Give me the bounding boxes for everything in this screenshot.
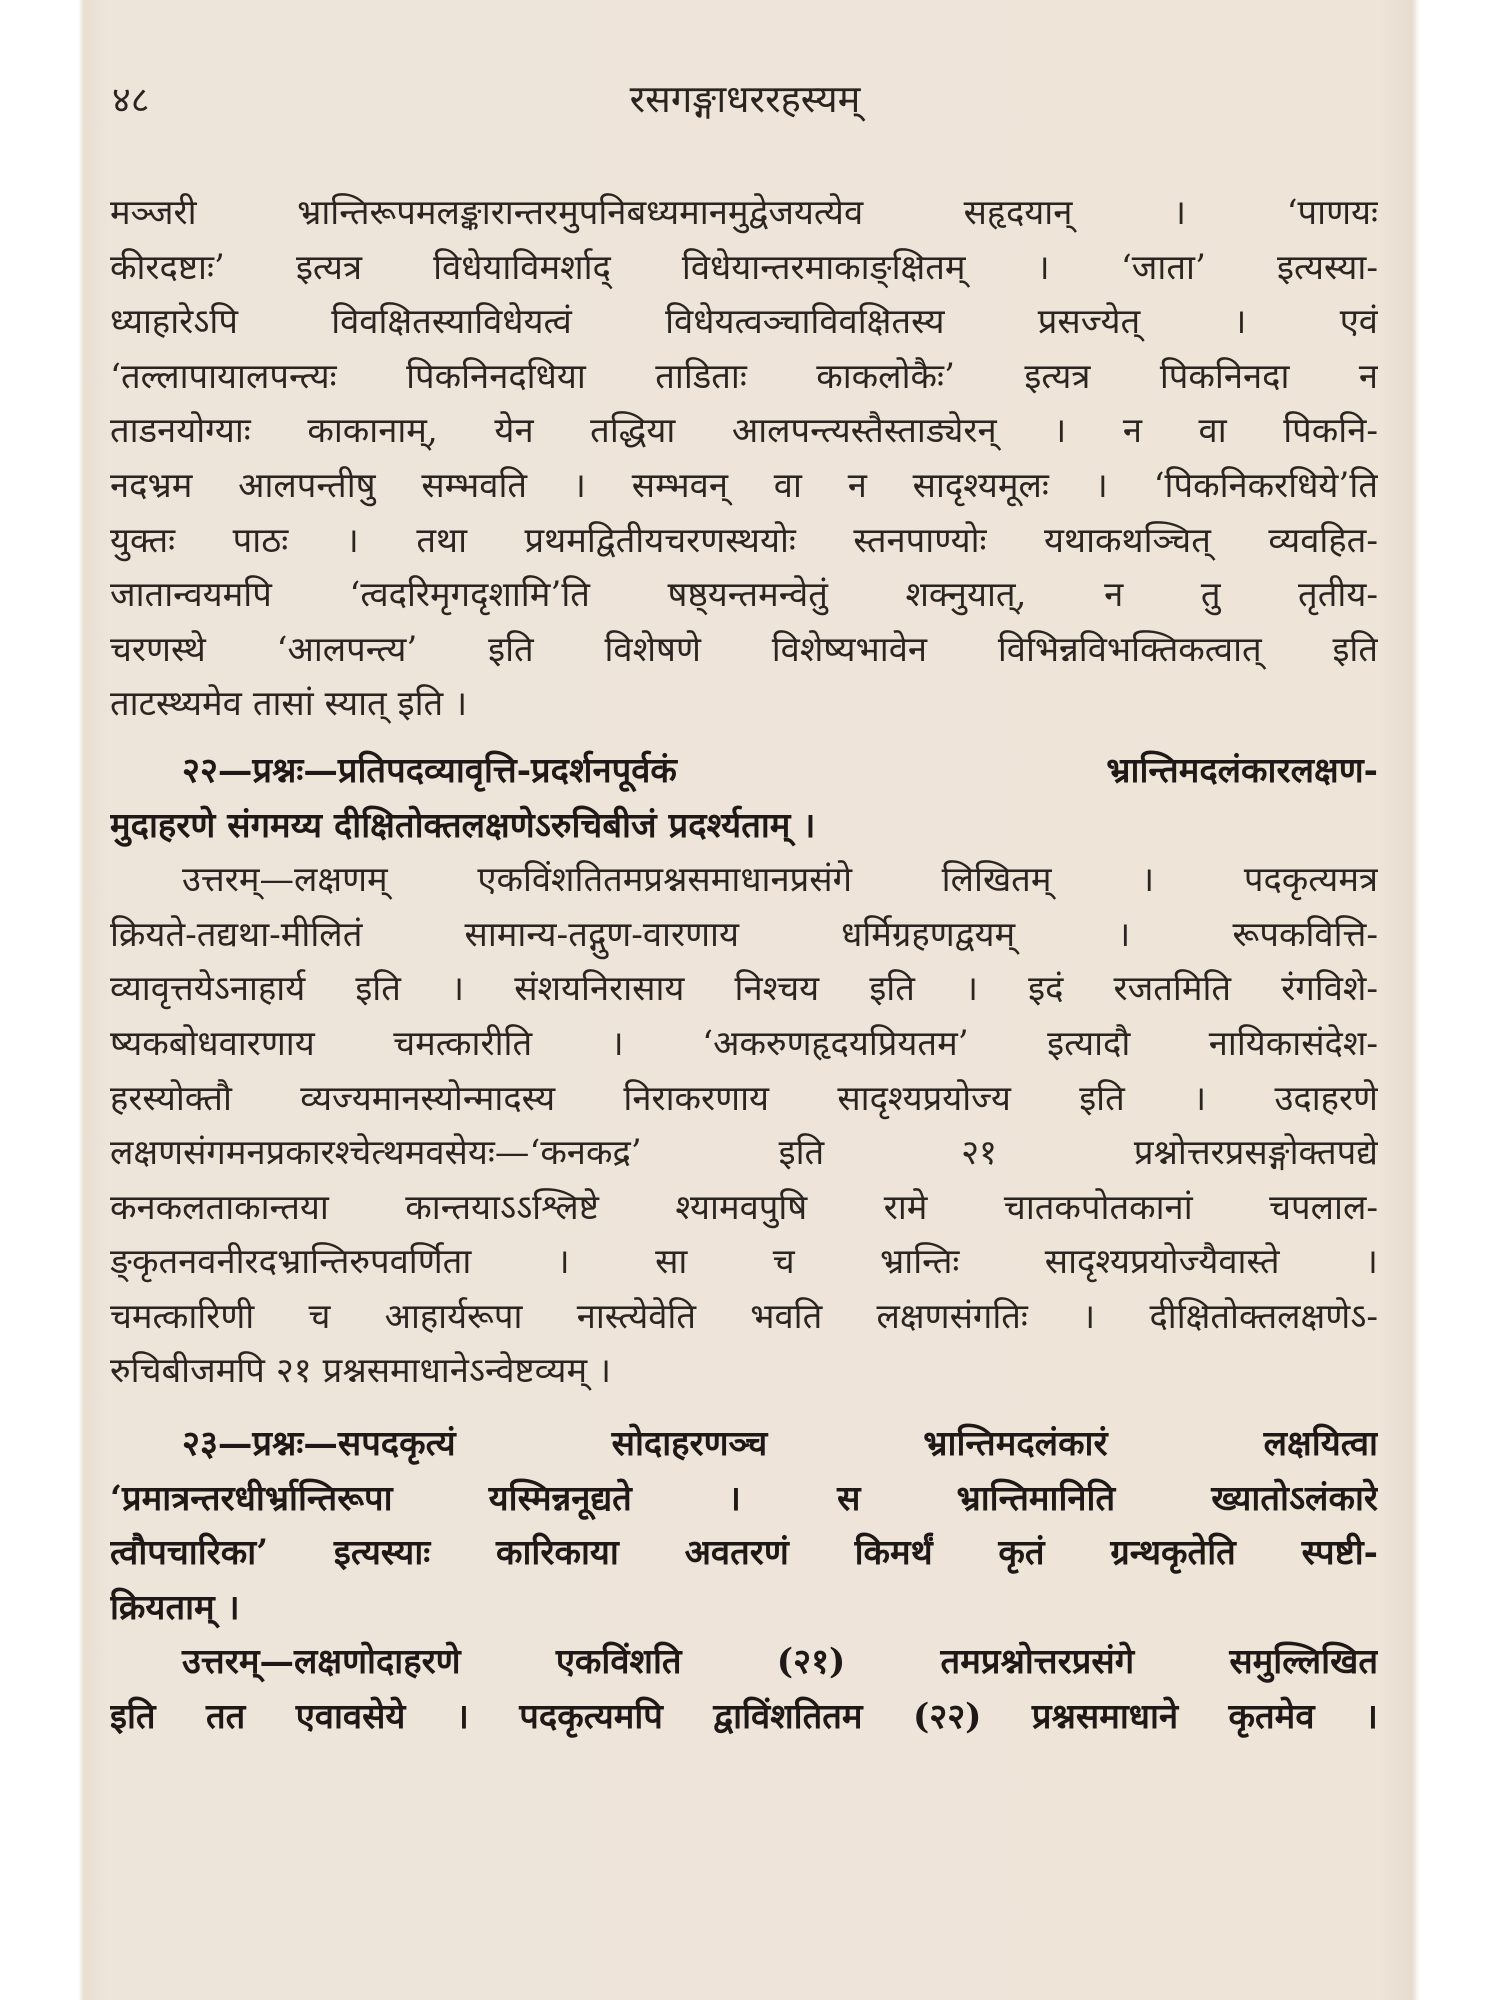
question-line: २३—प्रश्नः—सपदकृत्यं सोदाहरणञ्च भ्रान्तिमदलंकारं लक्षयित्वा [182,1424,1378,1465]
text-line: कीरदष्टाः’ इत्यत्र विधेयाविमर्शाद् विधेयान्तरमाकाङ्क्षितम् । ‘जाता’ इत्यस्या- [110,247,1378,288]
running-title: रसगङ्गाधररहस्यम् [629,77,861,121]
answer-line: व्यावृत्तयेऽनाहार्य इति । संशयनिरासाय निश्चय इति । इदं रजतमिति रंगविशे- [110,969,1378,1010]
answer-22 [110,853,1378,1399]
question-line: २२—प्रश्नः—प्रतिपदव्यावृत्ति-प्रदर्शनपूर्वकं भ्रान्तिमदलंकारलक्षण- [182,750,1378,791]
text-line: युक्तः पाठः । तथा प्रथमद्वितीयचरणस्थयोः स्तनपाण्योः यथाकथञ्चित् व्यवहित- [110,520,1378,561]
answer-line: ङ्कृतनवनीरदभ्रान्तिरुपवर्णिता । सा च भ्रान्तिः सादृश्यप्रयोज्यैवास्ते । [110,1242,1378,1283]
text-line: ताडनयोग्याः काकानाम्, येन तद्धिया आलपन्त्यस्तैस्ताड्येरन् । न वा पिकनि- [110,411,1378,452]
answer-line: उत्तरम्—लक्षणम् एकविंशतितमप्रश्नसमाधानप्रसंगे लिखितम् । पदकृत्यमत्र [182,860,1378,901]
question-22 [110,744,1378,853]
text-line: नदभ्रम आलपन्तीषु सम्भवति । सम्भवन् वा न सादृश्यमूलः । ‘पिकनिकरधिये’ति [110,465,1378,506]
body-text [110,186,1378,1745]
answer-line: लक्षणसंगमनप्रकारश्चेत्थमवसेयः—‘कनकद्र’ इति २१ प्रश्नोत्तरप्रसङ्गोक्तपद्ये [110,1133,1378,1174]
text-line: मञ्जरी भ्रान्तिरूपमलङ्कारान्तरमुपनिबध्यमानमुद्वेजयत्येव सहृदयान् । ‘पाणयः [110,193,1378,233]
page-number: ४८ [112,80,150,121]
page-header [110,60,1380,130]
answer-line: चमत्कारिणी च आहार्यरूपा नास्त्येवेति भवति लक्षणसंगतिः । दीक्षितोक्तलक्षणेऽ- [110,1296,1378,1337]
text-line: चरणस्थे ‘आलपन्त्य’ इति विशेषणे विशेष्यभावेन विभिन्नविभक्तिकत्वात् इति [110,629,1378,670]
answer-line: हरस्योक्तौ व्यज्यमानस्योन्मादस्य निराकरणाय सादृश्यप्रयोज्य इति । उदाहरणे [110,1078,1378,1119]
book-page [110,60,1380,1990]
text-line: ध्याहारेऽपि विवक्षितस्याविधेयत्वं विधेयत्वञ्चाविवक्षितस्य प्रसज्येत् । एवं [110,302,1378,343]
answer-line: क्रियते-तद्यथा-मीलितं सामान्य-तद्गुण-वारणाय धर्मिग्रहणद्वयम् । रूपकवित्ति- [110,914,1378,955]
answer-23 [110,1635,1378,1744]
question-line: त्वौपचारिका’ इत्यस्याः कारिकाया अवतरणं किमर्थं कृतं ग्रन्थकृतेति स्पष्टी- [110,1533,1378,1574]
question-23 [110,1417,1378,1635]
answer-line: उत्तरम्—लक्षणोदाहरणे एकविंशति (२१) तमप्रश्नोत्तरप्रसंगे समुल्लिखित [182,1642,1378,1683]
answer-line: कनकलताकान्तया कान्तयाऽऽश्लिष्टे श्यामवपुषि रामे चातकपोतकानां चपलाल- [110,1187,1378,1228]
answer-line: ष्यकबोधवारणाय चमत्कारीति । ‘अकरुणहृदयप्रियतम’ इत्यादौ नायिकासंदेश- [110,1023,1378,1064]
text-line: ‘तल्लापायालपन्त्यः पिकनिनदधिया ताडिताः काकलोकैः’ इत्यत्र पिकनिनदा न [110,356,1378,397]
answer-line: रुचिबीजमपि २१ प्रश्नसमाधानेऽन्वेष्टव्यम् । [110,1351,612,1392]
question-line: क्रियताम् । [110,1587,240,1628]
text-line: ताटस्थ्यमेव तासां स्यात् इति । [110,684,468,725]
answer-line: इति तत एवावसेये । पदकृत्यमपि द्वाविंशतितम (२२) प्रश्नसमाधाने कृतमेव । [110,1697,1378,1738]
question-line: मुदाहरणे संगमय्य दीक्षितोक्तलक्षणेऽरुचिबीजं प्रदर्श्यताम् । [110,805,816,846]
text-line: जातान्वयमपि ‘त्वदरिमृगदृशामि’ति षष्ठ्यन्तमन्वेतुं शक्नुयात्, न तु तृतीय- [110,575,1378,616]
question-line: ‘प्रमात्रन्तरधीर्भ्रान्तिरूपा यस्मिन्ननूद्यते । स भ्रान्तिमानिति ख्यातोऽलंकारे [110,1478,1378,1519]
paragraph-commentary [110,186,1378,732]
